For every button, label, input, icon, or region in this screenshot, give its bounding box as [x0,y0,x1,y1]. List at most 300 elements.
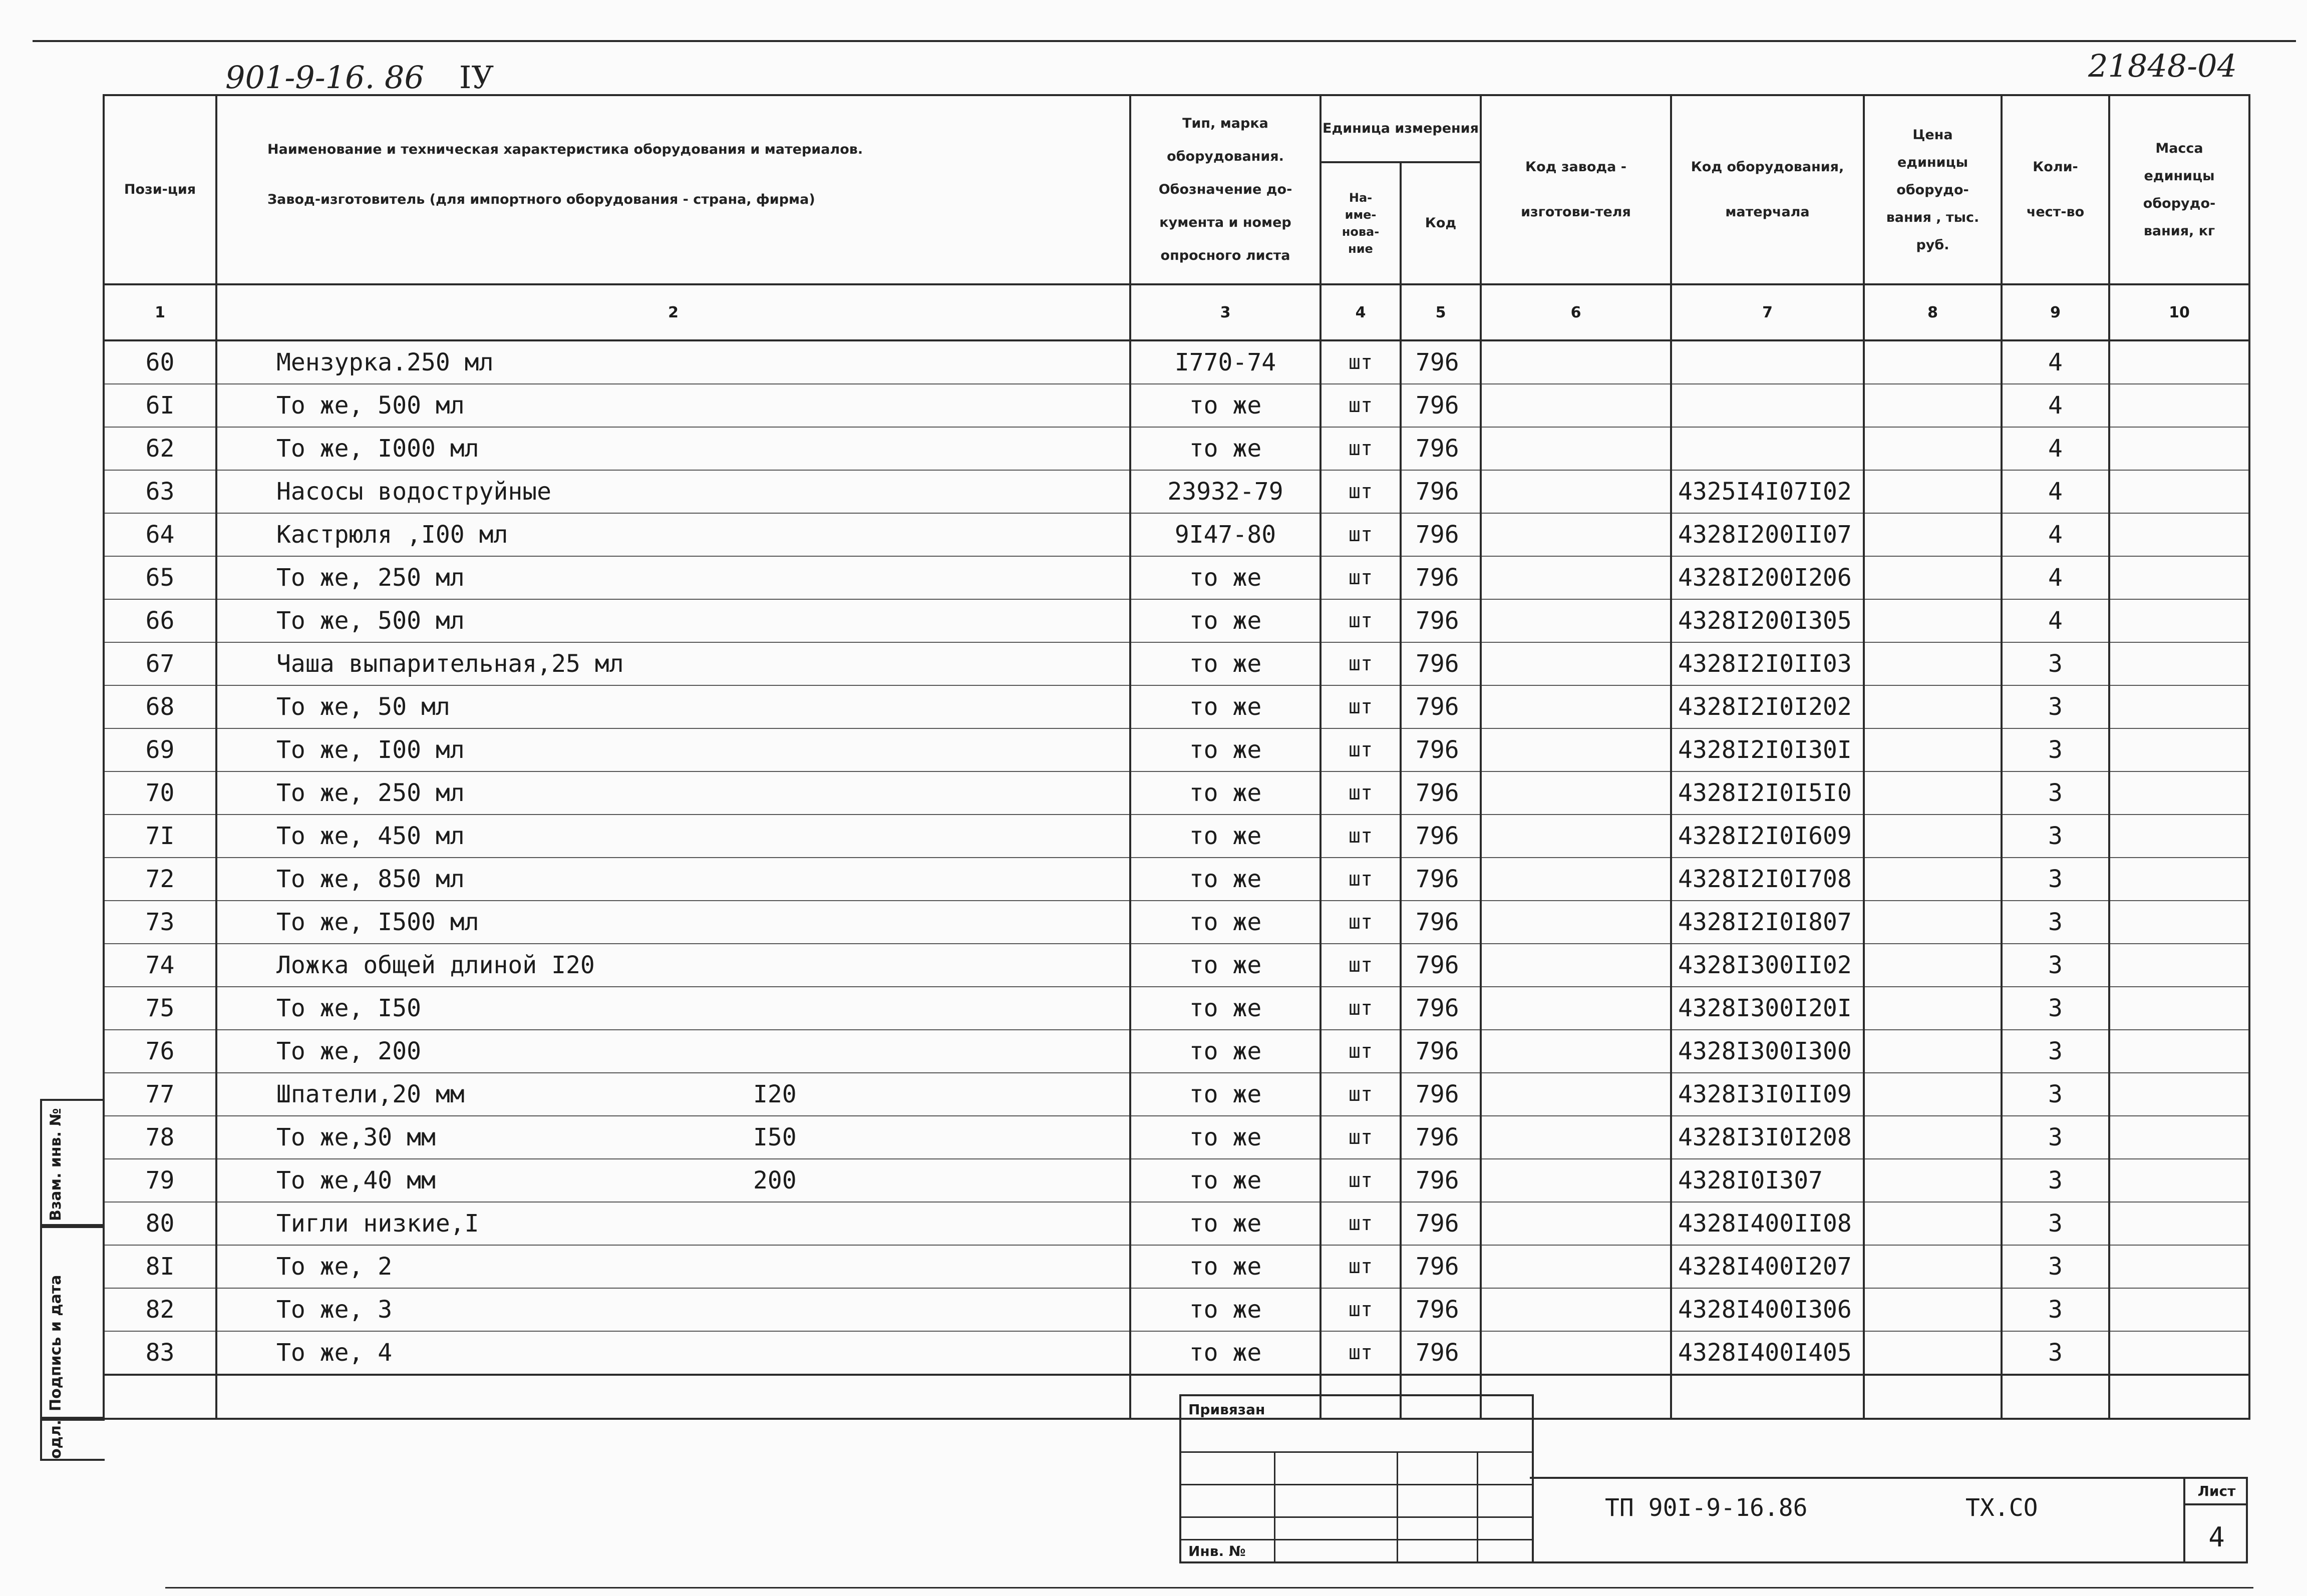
row-mass [2109,1331,2249,1375]
row-unit: шт [1321,815,1401,858]
inventory-number: 21848-04 [2088,48,2237,84]
row-name [216,1288,1130,1331]
row-name [216,1030,1130,1073]
row-factory-code [1481,1331,1671,1375]
row-quantity: 3 [2002,1331,2109,1375]
row-price [1864,340,2002,384]
row-unit: шт [1321,1288,1401,1331]
row-mass [2109,1245,2249,1288]
row-type: то же [1130,1116,1321,1159]
row-name-text: То же, 2 [276,1253,393,1281]
row-name-text: То же, 500 мл [276,607,465,635]
row-name-text: То же, 4 [276,1339,393,1367]
table-row [104,1030,2249,1073]
row-type: то же [1130,1202,1321,1245]
row-mass [2109,384,2249,427]
row-position: 64 [104,513,216,556]
row-position: 67 [104,642,216,685]
row-name [216,944,1130,987]
row-equipment-code: 4328I300I300 [1671,1030,1864,1073]
table-row [104,728,2249,771]
row-type: то же [1130,599,1321,642]
row-unit-code: 796 [1401,427,1481,470]
row-mass [2109,642,2249,685]
row-equipment-code [1671,427,1864,470]
row-equipment-code: 4328I2I0I807 [1671,901,1864,944]
row-price [1864,1331,2002,1375]
top-border-line [33,40,2296,42]
row-price [1864,944,2002,987]
row-unit: шт [1321,728,1401,771]
row-price [1864,1245,2002,1288]
row-unit-code: 796 [1401,987,1481,1030]
row-type: то же [1130,901,1321,944]
row-name-text: То же, I000 мл [276,435,479,463]
row-quantity: 3 [2002,1202,2109,1245]
row-type: 23932-79 [1130,470,1321,513]
row-type: то же [1130,728,1321,771]
row-position: 65 [104,556,216,599]
header-row [104,95,2249,162]
row-unit-code: 796 [1401,556,1481,599]
row-mass [2109,599,2249,642]
row-name-text: То же, I50 [276,994,421,1022]
row-type: то же [1130,1245,1321,1288]
row-name-text: То же, 850 мл [276,865,465,893]
row-type: то же [1130,1030,1321,1073]
row-quantity: 3 [2002,1116,2109,1159]
header-name-line2: Завод-изготовитель (для импортного оборудования - страна, фирма) [267,192,815,207]
row-mass [2109,1159,2249,1202]
row-position: 78 [104,1116,216,1159]
album-number: IУ [459,59,494,96]
table-row [104,1073,2249,1116]
row-equipment-code: 4328I400II08 [1671,1202,1864,1245]
header-mass: Масса единицы оборудо-вания, кг [2109,95,2249,284]
table-row [104,599,2249,642]
table-row [104,556,2249,599]
row-factory-code [1481,987,1671,1030]
row-name [216,1159,1130,1202]
row-name [216,858,1130,901]
row-equipment-code [1671,384,1864,427]
row-position: 83 [104,1331,216,1375]
row-unit-code: 796 [1401,1159,1481,1202]
row-name-text: То же, 250 мл [276,564,465,592]
table-row [104,1288,2249,1331]
row-name-text: То же, I00 мл [276,736,465,764]
row-unit: шт [1321,1202,1401,1245]
row-unit-code: 796 [1401,1073,1481,1116]
row-unit: шт [1321,901,1401,944]
row-unit-code: 796 [1401,470,1481,513]
row-position: 62 [104,427,216,470]
row-mass [2109,987,2249,1030]
row-type: то же [1130,944,1321,987]
row-price [1864,556,2002,599]
row-price [1864,1288,2002,1331]
row-type: то же [1130,1331,1321,1375]
row-name [216,987,1130,1030]
row-position: 72 [104,858,216,901]
row-name [216,771,1130,815]
row-type: то же [1130,556,1321,599]
row-name-text: Чаша выпарительная,25 мл [276,650,624,678]
row-name-text: Ложка общей длиной I20 [276,951,595,979]
header-equipment-code: Код оборудования, матерчала [1671,95,1864,284]
row-unit: шт [1321,1245,1401,1288]
row-unit: шт [1321,944,1401,987]
header-unit-name: На-име-нова-ние [1321,162,1401,284]
row-unit-code: 796 [1401,1331,1481,1375]
row-mass [2109,340,2249,384]
header-position: Пози-ция [104,95,216,284]
column-number: 4 [1321,284,1401,340]
row-position: 77 [104,1073,216,1116]
row-length-note: 200 [753,1166,797,1194]
row-unit: шт [1321,1159,1401,1202]
row-unit-code: 796 [1401,858,1481,901]
table-row [104,685,2249,728]
header-quantity: Коли-чест-во [2002,95,2109,284]
column-number: 7 [1671,284,1864,340]
column-number: 6 [1481,284,1671,340]
row-factory-code [1481,556,1671,599]
row-name-text: Кастрюля ,I00 мл [276,521,508,549]
row-mass [2109,815,2249,858]
row-price [1864,1159,2002,1202]
row-factory-code [1481,599,1671,642]
row-unit-code: 796 [1401,944,1481,987]
row-mass [2109,771,2249,815]
column-number: 1 [104,284,216,340]
row-price [1864,427,2002,470]
row-equipment-code: 4328I400I405 [1671,1331,1864,1375]
row-type: I770-74 [1130,340,1321,384]
sheet-label: Лист [2185,1483,2248,1505]
row-price [1864,728,2002,771]
row-factory-code [1481,771,1671,815]
row-mass [2109,1202,2249,1245]
row-unit: шт [1321,384,1401,427]
row-name [216,1073,1130,1116]
header-factory-code: Код завода - изготови-теля [1481,95,1671,284]
row-factory-code [1481,1116,1671,1159]
row-length-note: I20 [753,1080,797,1108]
row-price [1864,642,2002,685]
row-price [1864,771,2002,815]
table-row [104,513,2249,556]
row-type: то же [1130,815,1321,858]
row-equipment-code: 4328I3I0I208 [1671,1116,1864,1159]
row-price [1864,901,2002,944]
row-unit-code: 796 [1401,1116,1481,1159]
bottom-border-line [165,1587,2253,1588]
row-equipment-code: 4328I3I0II09 [1671,1073,1864,1116]
row-equipment-code: 4328I2I0I30I [1671,728,1864,771]
row-type: то же [1130,384,1321,427]
binding-stamp-title: Привязан [1188,1401,1265,1418]
header-name-line1: Наименование и техническая характеристика оборудования и материалов. [267,142,863,157]
row-name-text: То же, 200 [276,1037,421,1065]
column-number: 2 [216,284,1130,340]
row-mass [2109,901,2249,944]
header-type: Тип, марка оборудования. Обозначение до-кумента и номер опросного листа [1130,95,1321,284]
table-row [104,470,2249,513]
row-name-text: То же, 50 мл [276,693,450,721]
row-price [1864,1030,2002,1073]
row-name-text: То же, 450 мл [276,822,465,850]
header-unit-code: Код [1401,162,1481,284]
row-type: то же [1130,427,1321,470]
row-position: 80 [104,1202,216,1245]
table-row [104,771,2249,815]
row-factory-code [1481,901,1671,944]
row-price [1864,987,2002,1030]
row-type: то же [1130,987,1321,1030]
row-unit: шт [1321,1030,1401,1073]
column-number: 9 [2002,284,2109,340]
column-number: 3 [1130,284,1321,340]
row-name [216,901,1130,944]
table-row [104,384,2249,427]
row-equipment-code: 4328I200II07 [1671,513,1864,556]
row-factory-code [1481,1159,1671,1202]
row-mass [2109,1116,2249,1159]
row-quantity: 3 [2002,987,2109,1030]
row-equipment-code: 4328I300II02 [1671,944,1864,987]
row-unit-code: 796 [1401,728,1481,771]
row-quantity: 3 [2002,944,2109,987]
row-unit-code: 796 [1401,513,1481,556]
row-quantity: 3 [2002,1073,2109,1116]
row-unit: шт [1321,858,1401,901]
row-equipment-code: 4328I2I0I609 [1671,815,1864,858]
row-quantity: 4 [2002,513,2109,556]
binding-stamp [1179,1394,1534,1563]
row-unit: шт [1321,685,1401,728]
row-factory-code [1481,858,1671,901]
row-equipment-code: 4328I2I0II03 [1671,642,1864,685]
table-row [104,340,2249,384]
row-length-note: I50 [753,1123,797,1151]
row-position: 70 [104,771,216,815]
row-quantity: 3 [2002,815,2109,858]
row-quantity: 4 [2002,556,2109,599]
row-unit-code: 796 [1401,685,1481,728]
row-position: 69 [104,728,216,771]
row-quantity: 4 [2002,470,2109,513]
row-name [216,1116,1130,1159]
header-unit: Единица измерения [1321,95,1481,162]
table-row [104,1116,2249,1159]
row-equipment-code: 4328I200I305 [1671,599,1864,642]
row-name [216,1245,1130,1288]
row-position: 82 [104,1288,216,1331]
row-name [216,556,1130,599]
row-unit: шт [1321,1331,1401,1375]
row-name [216,599,1130,642]
row-type: то же [1130,642,1321,685]
row-price [1864,599,2002,642]
row-unit: шт [1321,987,1401,1030]
row-mass [2109,944,2249,987]
table-row [104,944,2249,987]
row-unit: шт [1321,340,1401,384]
row-quantity: 4 [2002,340,2109,384]
row-factory-code [1481,944,1671,987]
row-type: то же [1130,771,1321,815]
row-name-text: То же,40 мм [276,1166,436,1194]
row-unit: шт [1321,599,1401,642]
row-mass [2109,513,2249,556]
table-row [104,1202,2249,1245]
row-unit: шт [1321,556,1401,599]
row-equipment-code: 4328I400I207 [1671,1245,1864,1288]
row-equipment-code: 4328I400I306 [1671,1288,1864,1331]
table-row [104,1159,2249,1202]
side-stamp-signature [40,1224,105,1421]
row-name-text: Тигли низкие,I [276,1210,479,1238]
row-type: то же [1130,1073,1321,1116]
table-row [104,987,2249,1030]
document-reference [225,59,494,96]
row-quantity: 4 [2002,384,2109,427]
row-name [216,340,1130,384]
row-position: 75 [104,987,216,1030]
row-quantity: 3 [2002,901,2109,944]
row-name [216,1331,1130,1375]
column-number: 5 [1401,284,1481,340]
row-price [1864,513,2002,556]
side-label-replaced-inventory: Взам. инв. № [47,1108,65,1221]
row-name [216,427,1130,470]
row-equipment-code: 4328I2I0I5I0 [1671,771,1864,815]
row-factory-code [1481,1073,1671,1116]
row-quantity: 3 [2002,771,2109,815]
row-name [216,513,1130,556]
document-number: 901-9-16. 86 [225,59,424,96]
row-unit-code: 796 [1401,815,1481,858]
row-unit-code: 796 [1401,384,1481,427]
row-factory-code [1481,384,1671,427]
row-unit: шт [1321,513,1401,556]
project-designation: ТП 90I-9-16.86 [1605,1494,1808,1522]
row-mass [2109,858,2249,901]
row-type: то же [1130,858,1321,901]
row-price [1864,470,2002,513]
row-position: 79 [104,1159,216,1202]
row-factory-code [1481,1202,1671,1245]
row-position: 74 [104,944,216,987]
row-unit: шт [1321,470,1401,513]
row-price [1864,685,2002,728]
row-unit-code: 796 [1401,1288,1481,1331]
row-equipment-code: 4328I0I307 [1671,1159,1864,1202]
row-quantity: 3 [2002,1159,2109,1202]
row-unit-code: 796 [1401,1245,1481,1288]
row-mass [2109,1288,2249,1331]
row-name-text: То же, 250 мл [276,779,465,807]
row-name [216,815,1130,858]
row-price [1864,1202,2002,1245]
row-name-text: Насосы водоструйные [276,478,552,506]
document-mark: ТХ.СО [1965,1494,2038,1522]
row-position: 68 [104,685,216,728]
side-label-signature-date: Подпись и дата [47,1275,65,1411]
row-unit: шт [1321,1116,1401,1159]
column-number: 8 [1864,284,2002,340]
row-unit-code: 796 [1401,1202,1481,1245]
table-row [104,1245,2249,1288]
row-equipment-code: 4328I2I0I202 [1671,685,1864,728]
row-position: 8I [104,1245,216,1288]
row-price [1864,1073,2002,1116]
header-name [216,95,1130,284]
row-quantity: 3 [2002,685,2109,728]
row-name-text: То же, I500 мл [276,908,479,936]
row-name [216,1202,1130,1245]
sheet-cell [2183,1479,2248,1561]
row-price [1864,1116,2002,1159]
row-name [216,384,1130,427]
row-factory-code [1481,642,1671,685]
row-type: то же [1130,1288,1321,1331]
row-name-text: То же,30 мм [276,1123,436,1151]
row-name [216,685,1130,728]
row-position: 6I [104,384,216,427]
table-row [104,642,2249,685]
row-factory-code [1481,470,1671,513]
row-factory-code [1481,340,1671,384]
side-stamp-replaced [40,1099,105,1228]
row-factory-code [1481,513,1671,556]
inventory-label: Инв. № [1188,1543,1246,1559]
row-mass [2109,685,2249,728]
row-name [216,470,1130,513]
row-price [1864,384,2002,427]
row-name-text: Шпатели,20 мм [276,1080,465,1108]
row-unit: шт [1321,427,1401,470]
row-position: 7I [104,815,216,858]
row-factory-code [1481,427,1671,470]
row-type: то же [1130,1159,1321,1202]
row-factory-code [1481,685,1671,728]
row-type: то же [1130,685,1321,728]
table-row [104,1331,2249,1375]
row-mass [2109,556,2249,599]
row-mass [2109,427,2249,470]
table-row [104,427,2249,470]
column-number: 10 [2109,284,2249,340]
sheet-number: 4 [2208,1521,2225,1553]
row-equipment-code [1671,340,1864,384]
row-price [1864,858,2002,901]
side-label-original: одл. [47,1419,65,1459]
row-unit: шт [1321,1073,1401,1116]
row-price [1864,815,2002,858]
row-mass [2109,1030,2249,1073]
table-row [104,901,2249,944]
row-quantity: 3 [2002,1288,2109,1331]
table-body [104,340,2249,1375]
row-factory-code [1481,1245,1671,1288]
row-equipment-code: 4325I4I07I02 [1671,470,1864,513]
row-name [216,642,1130,685]
table-footer-space [104,1375,2249,1419]
row-unit-code: 796 [1401,771,1481,815]
row-unit-code: 796 [1401,1030,1481,1073]
